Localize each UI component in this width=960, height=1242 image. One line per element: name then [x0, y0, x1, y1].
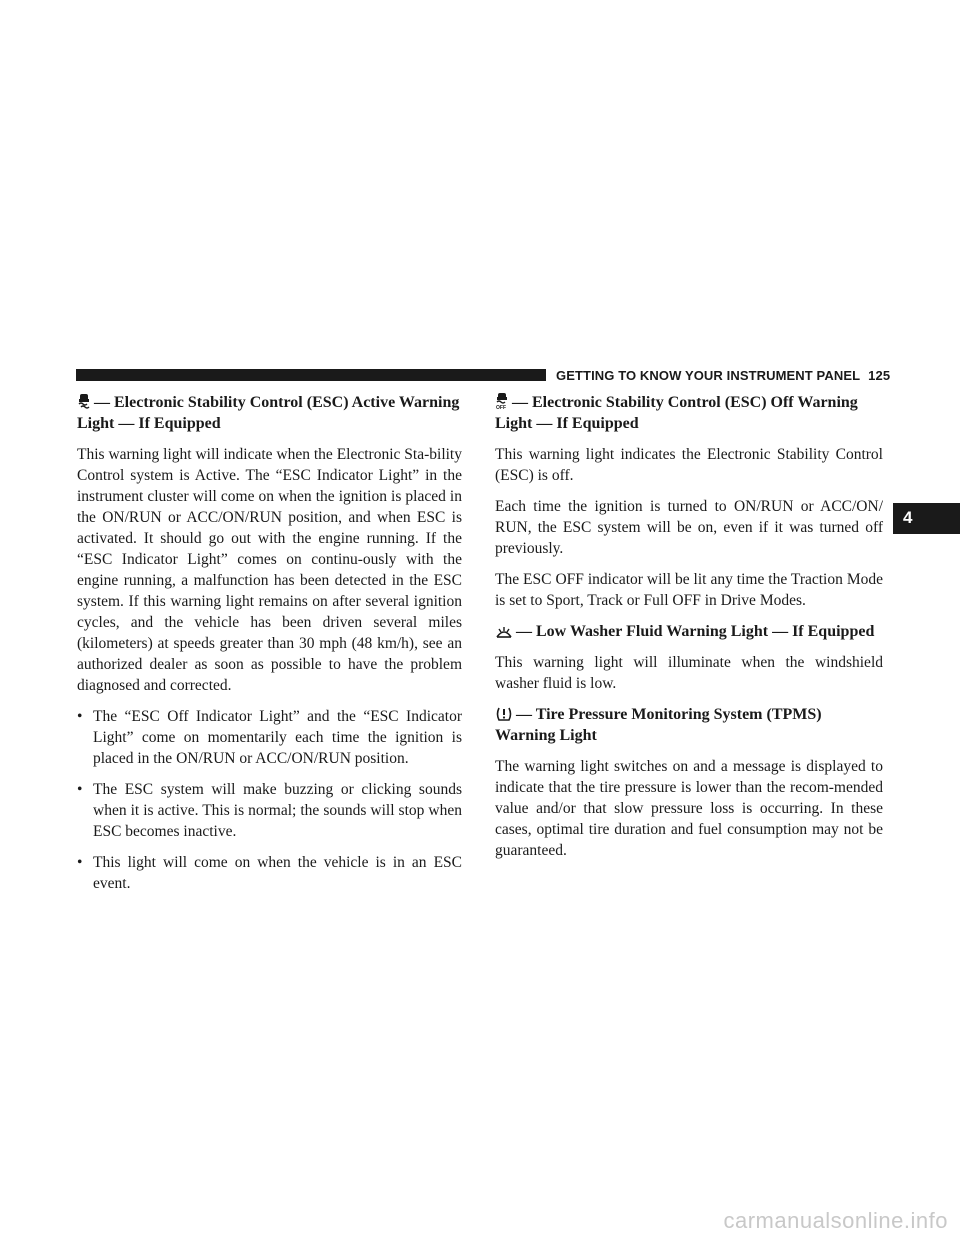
esc-active-bullets: [77, 706, 462, 894]
svg-text:OFF: OFF: [496, 405, 506, 410]
esc-off-heading-text: — Electronic Stability Control (ESC) Off Warning Light — If Equipped: [495, 394, 858, 432]
esc-active-heading-text: — Electronic Stability Control (ESC) Active Warning Light — If Equipped: [77, 394, 460, 432]
tpms-heading-text: — Tire Pressure Monitoring System (TPMS) Warning Light: [495, 706, 822, 744]
esc-off-paragraph-2: Each time the ignition is turned to ON/RUN or ACC/ON/ RUN, the ESC system will be on, even if it was turned off previously.: [495, 498, 883, 557]
esc-off-paragraph-1: This warning light indicates the Electronic Stability Control (ESC) is off.: [495, 446, 883, 484]
washer-heading: [495, 621, 883, 642]
page-number: 125: [868, 368, 891, 383]
list-item: [77, 852, 462, 894]
tpms-paragraph: The warning light switches on and a message is displayed to indicate that the tire pressure is lower than the recom-mended value and/or that slow pressure loss is occurring. In these cases, optimal tire duration and fuel consumption may not be guaranteed.: [495, 758, 883, 859]
esc-skid-car-icon: [77, 393, 91, 410]
chapter-tab: [893, 503, 960, 534]
esc-off-paragraph-3: The ESC OFF indicator will be lit any time the Traction Mode is set to Sport, Track or Full OFF in Drive Modes.: [495, 571, 883, 609]
left-column: [77, 392, 462, 904]
watermark: carmanualsonline.info: [723, 1208, 948, 1233]
list-item: [77, 779, 462, 842]
section-title: GETTING TO KNOW YOUR INSTRUMENT PANEL: [556, 368, 861, 383]
esc-active-paragraph: This warning light will indicate when the Electronic Sta-bility Control system is Active. The “ESC Indicator Light” in the instrument cluster will come on when the ignition is placed in the ON/RUN or ACC/ON/RUN position, and when ESC is activated. It should go out with the engine running. If the “ESC Indicator Light” comes on continu-ously with the engine running, a malfunction has been detected in the ESC system. If this warning light remains on after several ignition cycles, and the vehicle has been driven several miles (kilometers) at speeds greater than 30 mph (48 km/h), see an authorized dealer as soon as possible to have the problem diagnosed and corrected.: [77, 446, 462, 694]
header-rule: [76, 369, 546, 381]
bullet-text: This light will come on when the vehicle is in an ESC event.: [93, 854, 462, 892]
bullet-glyph: •: [77, 854, 83, 871]
chapter-number: 4: [903, 508, 913, 527]
bullet-glyph: •: [77, 781, 83, 798]
bullet-text: The ESC system will make buzzing or clicking sounds when it is active. This is normal; the sounds will stop when ESC becomes inactive.: [93, 781, 462, 840]
esc-active-heading: [77, 392, 462, 434]
washer-paragraph: This warning light will illuminate when the windshield washer fluid is low.: [495, 654, 883, 692]
washer-fluid-icon: [495, 625, 513, 639]
list-item: [77, 706, 462, 769]
tpms-heading: [495, 704, 883, 746]
esc-off-heading: [495, 392, 883, 434]
bullet-glyph: •: [77, 708, 83, 725]
bullet-text: The “ESC Off Indicator Light” and the “ESC Indicator Light” come on momentarily each time the ignition is placed in the ON/RUN or ACC/ON/RUN position.: [93, 708, 462, 767]
right-column: [495, 392, 883, 871]
washer-heading-text: — Low Washer Fluid Warning Light — If Equipped: [516, 623, 875, 640]
tire-pressure-icon: [495, 706, 513, 722]
running-header: [556, 368, 890, 383]
esc-off-icon: [495, 392, 509, 410]
